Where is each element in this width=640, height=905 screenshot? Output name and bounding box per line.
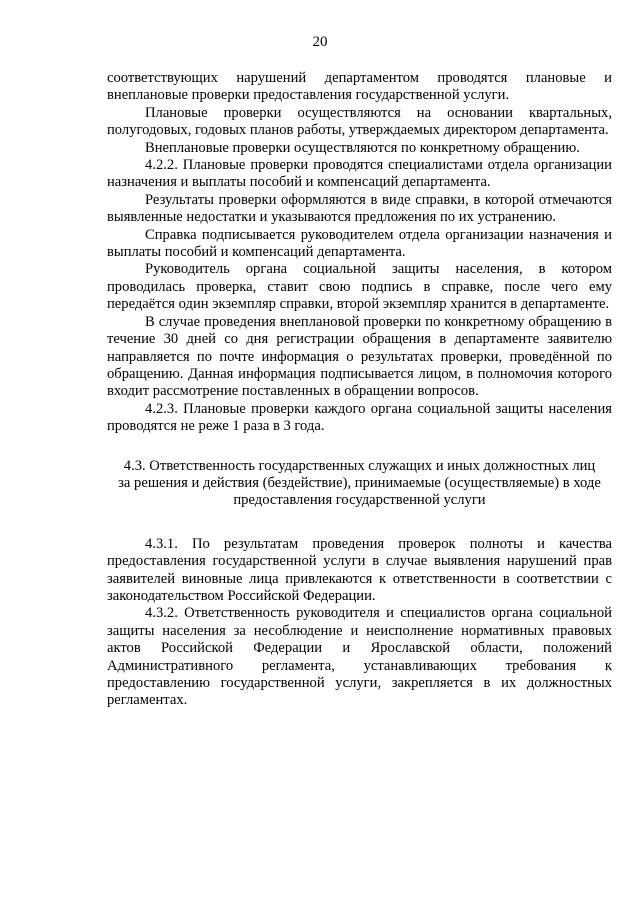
paragraph-4-3-1: 4.3.1. По результатам проведения проверок полноты и качества предоставления государственной услуги в случае выявления нарушений прав заявителей виновные лица привлекаются к ответственности в соответствии с законодательством Российской Федерации. — [107, 535, 612, 604]
page-number: 20 — [312, 34, 328, 50]
section-heading-4-3 — [107, 458, 612, 510]
heading-line-1: 4.3. Ответственность государственных служащих и иных должностных лиц — [123, 457, 596, 474]
heading-line-2: за решения и действия (бездействие), принимаемые (осуществляемые) в ходе — [118, 474, 601, 491]
paragraph-unplanned-case: В случае проведения внеплановой проверки по конкретному обращению в течение 30 дней со дня регистрации обращения в департаменте заявителю направляется по почте информация о результатах проверки, проведённой по обращению. Данная информация подписывается лицом, в полномочия которого входит рассмотрение поставленных в обращении вопросов. — [107, 313, 612, 400]
paragraph-unplanned-checks: Внеплановые проверки осуществляются по конкретному обращению. — [145, 139, 580, 156]
paragraph-check-results: Результаты проверки оформляются в виде справки, в которой отмечаются выявленные недостатки и указываются предложения по их устранению. — [107, 191, 612, 226]
document-body — [107, 70, 612, 710]
paragraph-certificate-signed: Справка подписывается руководителем отдела организации назначения и выплаты пособий и компенсаций департамента. — [107, 226, 612, 261]
paragraph-planned-checks: Плановые проверки осуществляются на основании квартальных, полугодовых, годовых планов работы, утверждаемых директором департамента. — [107, 104, 612, 139]
paragraph-continuation: соответствующих нарушений департаментом проводятся плановые и внеплановые проверки предоставления государственной услуги. — [107, 70, 612, 104]
paragraph-4-2-2: 4.2.2. Плановые проверки проводятся специалистами отдела организации назначения и выплаты пособий и компенсаций департамента. — [107, 157, 612, 191]
heading-line-3: предоставления государственной услуги — [233, 492, 486, 509]
paragraph-4-2-3: 4.2.3. Плановые проверки каждого органа социальной защиты населения проводятся не реже 1 раза в 3 года. — [107, 400, 612, 435]
paragraph-4-3-2: 4.3.2. Ответственность руководителя и специалистов органа социальной защиты населения за несоблюдение и неисполнение нормативных правовых актов Российской Федерации и Ярославской области, положений Административного регламента, устанавливающих требования к предоставлению государственной услуги, закрепляется в их должностных регламентах. — [107, 605, 612, 709]
paragraph-head-signature: Руководитель органа социальной защиты населения, в котором проводилась проверка, ставит свою подпись в справке, после чего ему передаётся один экземпляр справки, второй экземпляр хранится в департаменте. — [107, 261, 612, 313]
